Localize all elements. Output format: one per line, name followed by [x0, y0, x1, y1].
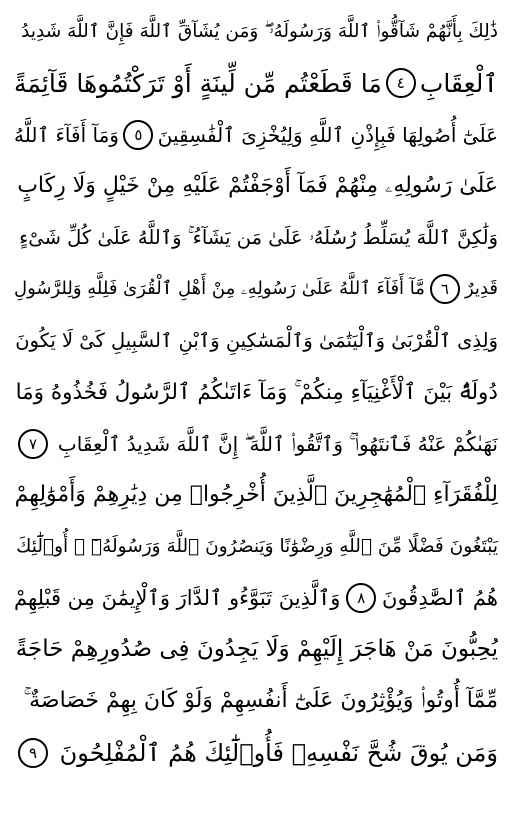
text-line — [14, 624, 498, 676]
verse-text: يُحِبُّونَ مَنْ هَاجَرَ إِلَيْهِمْ وَلَا يَجِدُونَ فِى صُدُورِهِمْ حَاجَةً — [15, 636, 498, 663]
verse-text: وَلِذِى ٱلْقُرْبَىٰ وَٱلْيَتَٰمَىٰ وَٱلْمَسَٰكِينِ وَٱبْنِ ٱلسَّبِيلِ كَىْ لَا يَكُونَ — [15, 329, 498, 352]
verse-text: ذَٰلِكَ بِأَنَّهُمْ شَآقُّوا۟ ٱللَّهَ وَرَسُولَهُۥ ۖ وَمَن يُشَآقِّ ٱللَّهَ فَإِنَّ ٱللَّهَ شَدِيدُ — [21, 20, 498, 42]
text-line — [14, 470, 498, 522]
verse-number-marker: ٥ — [123, 120, 153, 150]
verse-number-marker: ٩ — [18, 738, 48, 768]
verse-text: مَا قَطَعْتُم مِّن لِّينَةٍ أَوْ تَرَكْتُمُوهَا قَآئِمَةً — [14, 68, 382, 98]
verse-text: لِلْفُقَرَآءِ ٱلْمُهَٰجِرِينَ ٱلَّذِينَ أُخْرِجُوا۟ مِن دِيَٰرِهِمْ وَأَمْوَٰلِهِمْ — [14, 482, 498, 508]
verse-text: يَبْتَغُونَ فَضْلًا مِّنَ ٱللَّهِ وَرِضْوَٰنًا وَيَنصُرُونَ ٱللَّهَ وَرَسُولَهُۥٓ ۚ أُو۟لَٰٓئِكَ — [16, 535, 498, 557]
verse-text: نَهَىٰكُمْ عَنْهُ فَٱنتَهُوا۟ ۚ وَٱتَّقُوا۟ ٱللَّهَ ۖ إِنَّ ٱللَّهَ شَدِيدُ ٱلْعِقَابِ — [57, 431, 498, 456]
text-line — [14, 161, 498, 213]
text-line — [14, 212, 498, 264]
verse-text: وَٱلَّذِينَ تَبَوَّءُو ٱلدَّارَ وَٱلْإِيمَٰنَ مِن قَبْلِهِمْ — [14, 585, 341, 610]
verse-text: مَّآ أَفَآءَ ٱللَّهُ عَلَىٰ رَسُولِهِۦ مِنْ أَهْلِ ٱلْقُرَىٰ فَلِلَّهِ وَلِلرَّسُولِ — [14, 278, 425, 300]
verse-text: وَمَن يُوقَ شُحَّ نَفْسِهِۦ فَأُو۟لَٰٓئِكَ هُمُ ٱلْمُفْلِحُونَ — [59, 738, 498, 767]
text-line — [14, 676, 498, 728]
verse-text: وَلَٰكِنَّ ٱللَّهَ يُسَلِّطُ رُسُلَهُۥ عَلَىٰ مَن يَشَآءُ ۚ وَٱللَّهُ عَلَىٰ كُلِّ شَىْءٍ — [19, 226, 498, 249]
text-line — [14, 418, 498, 470]
verse-text: هُمُ ٱلصَّٰدِقُونَ — [382, 585, 498, 610]
text-line — [14, 6, 498, 58]
text-line — [14, 58, 498, 110]
verse-text: قَدِيرٌ — [465, 278, 498, 300]
text-line — [14, 573, 498, 625]
verse-number-marker: ٧ — [18, 429, 48, 459]
text-line — [14, 521, 498, 573]
text-line — [14, 109, 498, 161]
text-line — [14, 264, 498, 316]
text-line — [14, 367, 498, 419]
text-line — [14, 315, 498, 367]
verse-text: عَلَىٰٓ أُصُولِهَا فَبِإِذْنِ ٱللَّهِ وَلِيُخْزِىَ ٱلْفَٰسِقِينَ — [157, 122, 498, 147]
verse-text: وَمَآ أَفَآءَ ٱللَّهُ — [14, 122, 119, 147]
verse-number-marker: ٦ — [430, 274, 460, 304]
verse-number-marker: ٤ — [386, 68, 416, 98]
verse-text: مِّمَّآ أُوتُوا۟ وَيُؤْثِرُونَ عَلَىٰٓ أَنفُسِهِمْ وَلَوْ كَانَ بِهِمْ خَصَاصَةٌ ۚ — [23, 688, 498, 714]
text-line — [14, 727, 498, 779]
verse-text: عَلَىٰ رَسُولِهِۦ مِنْهُمْ فَمَآ أَوْجَفْتُمْ عَلَيْهِ مِنْ خَيْلٍ وَلَا رِكَابٍ — [17, 173, 498, 199]
verse-text: دُولَةًۢ بَيْنَ ٱلْأَغْنِيَآءِ مِنكُمْ ۚ وَمَآ ءَاتَىٰكُمُ ٱلرَّسُولُ فَخُذُوهُ وَمَا — [15, 379, 498, 405]
verse-text: ٱلْعِقَابِ — [419, 68, 498, 98]
verse-number-marker: ٨ — [346, 583, 376, 613]
